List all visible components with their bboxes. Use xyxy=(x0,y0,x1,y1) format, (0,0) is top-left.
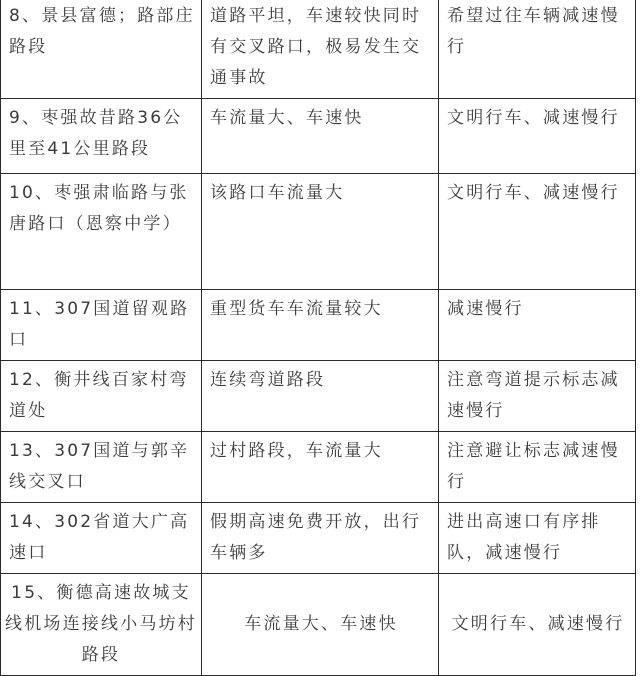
advice-cell: 注意弯道提示标志减速慢行 xyxy=(439,361,636,432)
location-cell: 11、307国道留观路口 xyxy=(1,290,202,361)
reason-cell: 道路平坦，车速较快同时有交叉路口，极易发生交通事故 xyxy=(202,0,439,99)
table-row xyxy=(1,503,636,574)
location-cell: 13、307国道与郭辛线交叉口 xyxy=(1,432,202,503)
table-row xyxy=(1,290,636,361)
reason-cell: 假期高速免费开放，出行车辆多 xyxy=(202,503,439,574)
location-cell: 14、302省道大广高速口 xyxy=(1,503,202,574)
location-cell: 12、衡井线百家村弯道处 xyxy=(1,361,202,432)
location-cell: 9、枣强故昔路36公里至41公里路段 xyxy=(1,99,202,174)
reason-cell: 重型货车车流量较大 xyxy=(202,290,439,361)
reason-cell: 车流量大、车速快 xyxy=(202,574,439,676)
advice-cell: 希望过往车辆减速慢行 xyxy=(439,0,636,99)
table-row xyxy=(1,174,636,290)
reason-cell: 过村路段，车流量大 xyxy=(202,432,439,503)
advice-cell: 文明行车、减速慢行 xyxy=(439,99,636,174)
table-row xyxy=(1,361,636,432)
advice-cell: 文明行车、减速慢行 xyxy=(439,574,636,676)
advice-cell: 进出高速口有序排队，减速慢行 xyxy=(439,503,636,574)
advice-cell: 注意避让标志减速慢行 xyxy=(439,432,636,503)
location-cell: 10、枣强肃临路与张唐路口（恩察中学） xyxy=(1,174,202,290)
table-row xyxy=(1,0,636,99)
table-row xyxy=(1,574,636,676)
reason-cell: 车流量大、车速快 xyxy=(202,99,439,174)
reason-cell: 该路口车流量大 xyxy=(202,174,439,290)
reason-cell: 连续弯道路段 xyxy=(202,361,439,432)
table-row xyxy=(1,432,636,503)
location-cell: 8、景县富德；路部庄路段 xyxy=(1,0,202,99)
location-cell: 15、衡德高速故城支线机场连接线小马坊村路段 xyxy=(1,574,202,676)
table-row xyxy=(1,99,636,174)
advice-cell: 文明行车、减速慢行 xyxy=(439,174,636,290)
advice-cell: 减速慢行 xyxy=(439,290,636,361)
